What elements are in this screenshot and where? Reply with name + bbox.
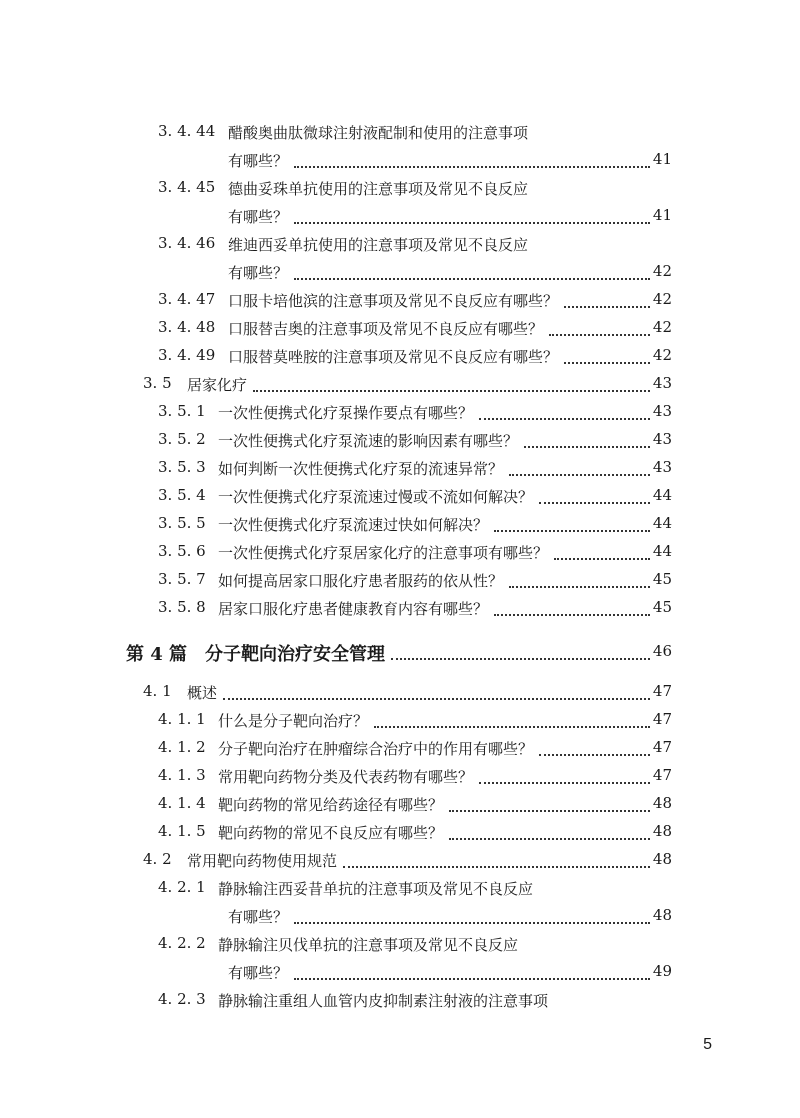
toc-entry-title: 有哪些？	[228, 152, 289, 170]
toc-entry	[0, 482, 800, 510]
dot-leader	[524, 432, 650, 448]
dot-leader	[494, 600, 650, 616]
toc-entry	[0, 874, 800, 902]
toc-page-number: 49	[652, 962, 672, 980]
toc-entry-number: 3. 5. 6	[158, 542, 206, 560]
toc-entry-number: 4. 1. 3	[158, 766, 206, 784]
toc-entry	[0, 258, 800, 286]
dot-leader	[294, 264, 650, 280]
toc-entry-number: 4. 2. 2	[158, 934, 206, 952]
toc-page-number: 42	[652, 346, 672, 364]
toc-entry	[0, 538, 800, 566]
toc-entry-title: 醋酸奥曲肽微球注射液配制和使用的注意事项	[228, 124, 529, 142]
toc-entry	[0, 146, 800, 174]
toc-entry	[0, 426, 800, 454]
dot-leader	[494, 516, 650, 532]
toc-entry-number: 4. 2. 3	[158, 990, 206, 1008]
toc-entry-number: 3. 5. 5	[158, 514, 206, 532]
toc-entry-title: 分子靶向治疗安全管理	[205, 644, 385, 665]
toc-entry-number: 4. 2	[143, 850, 172, 868]
toc-entry-title: 一次性便携式化疗泵流速过慢或不流如何解决？	[218, 488, 534, 506]
toc-page-number: 47	[652, 766, 672, 784]
toc-entry-number: 4. 2. 1	[158, 878, 206, 896]
toc-entry-title: 静脉输注西妥昔单抗的注意事项及常见不良反应	[218, 880, 534, 898]
dot-leader	[343, 852, 650, 868]
toc-entry-number: 3. 5. 1	[158, 402, 206, 420]
dot-leader	[509, 572, 650, 588]
toc-page-number: 41	[652, 150, 672, 168]
toc-page-number: 45	[652, 570, 672, 588]
toc-entry-title: 常用靶向药物分类及代表药物有哪些？	[218, 768, 474, 786]
toc-entry-number: 4. 1. 5	[158, 822, 206, 840]
toc-entry	[0, 762, 800, 790]
toc-entry-title: 口服卡培他滨的注意事项及常见不良反应有哪些？	[228, 292, 559, 310]
toc-entry	[0, 454, 800, 482]
toc-entry-title: 居家口服化疗患者健康教育内容有哪些？	[218, 600, 489, 618]
toc-entry-title: 靶向药物的常见给药途径有哪些？	[218, 796, 444, 814]
toc-page-number: 44	[652, 542, 672, 560]
toc-page-number: 45	[652, 598, 672, 616]
toc-part-heading	[0, 622, 800, 678]
dot-leader	[253, 376, 650, 392]
dot-leader	[374, 712, 650, 728]
toc-page-number: 41	[652, 206, 672, 224]
toc-entry-title: 有哪些？	[228, 208, 289, 226]
toc-entry-title: 德曲妥珠单抗使用的注意事项及常见不良反应	[228, 180, 529, 198]
toc-entry	[0, 566, 800, 594]
toc-entry-number: 3. 5. 4	[158, 486, 206, 504]
dot-leader	[449, 824, 650, 840]
toc-entry-title: 有哪些？	[228, 964, 289, 982]
toc-entry	[0, 594, 800, 622]
toc-entry	[0, 286, 800, 314]
dot-leader	[294, 152, 650, 168]
toc-entry-title: 有哪些？	[228, 264, 289, 282]
toc-entry-number: 3. 5. 2	[158, 430, 206, 448]
toc-entry-number: 3. 4. 49	[158, 346, 216, 364]
dot-leader	[539, 740, 650, 756]
toc-entry	[0, 678, 800, 706]
toc-entry-number: 3. 5	[143, 374, 172, 392]
page-number: 5	[703, 1036, 712, 1053]
toc-entry-title: 一次性便携式化疗泵居家化疗的注意事项有哪些？	[218, 544, 549, 562]
toc-page-number: 42	[652, 290, 672, 308]
dot-leader	[479, 404, 650, 420]
toc-page-number: 43	[652, 374, 672, 392]
dot-leader	[391, 644, 650, 660]
toc-entry-title: 如何判断一次性便携式化疗泵的流速异常？	[218, 460, 504, 478]
toc-entry-number: 3. 4. 48	[158, 318, 216, 336]
toc-page-number: 47	[652, 682, 672, 700]
toc-entry-number: 3. 5. 7	[158, 570, 206, 588]
toc-page-number: 46	[652, 642, 672, 660]
toc-entry	[0, 510, 800, 538]
toc-page-number: 48	[652, 906, 672, 924]
toc-entry	[0, 314, 800, 342]
toc-entry-title: 一次性便携式化疗泵流速的影响因素有哪些？	[218, 432, 519, 450]
toc-entry	[0, 930, 800, 958]
dot-leader	[509, 460, 650, 476]
toc-page-number: 47	[652, 710, 672, 728]
toc-page-number: 43	[652, 402, 672, 420]
toc-entry-title: 静脉输注重组人血管内皮抑制素注射液的注意事项	[218, 992, 549, 1010]
toc-entry-number: 3. 5. 3	[158, 458, 206, 476]
toc-entry	[0, 202, 800, 230]
dot-leader	[294, 908, 650, 924]
toc-page-number: 48	[652, 850, 672, 868]
toc-entry	[0, 174, 800, 202]
toc-entry-title: 常用靶向药物使用规范	[187, 852, 338, 870]
toc-entry	[0, 230, 800, 258]
dot-leader	[223, 684, 650, 700]
toc-entry	[0, 790, 800, 818]
dot-leader	[479, 768, 650, 784]
toc-entry	[0, 706, 800, 734]
toc-entry	[0, 118, 800, 146]
toc-entry-number: 3. 4. 45	[158, 178, 216, 196]
toc-entry-number: 第 4 篇	[126, 644, 188, 665]
toc-entry	[0, 370, 800, 398]
toc-entry-number: 4. 1	[143, 682, 172, 700]
toc-entry-title: 维迪西妥单抗使用的注意事项及常见不良反应	[228, 236, 529, 254]
toc-entry	[0, 846, 800, 874]
toc-entry-title: 有哪些？	[228, 908, 289, 926]
dot-leader	[294, 208, 650, 224]
dot-leader	[554, 544, 650, 560]
toc-entry	[0, 902, 800, 930]
toc-entry-title: 口服替莫唑胺的注意事项及常见不良反应有哪些？	[228, 348, 559, 366]
dot-leader	[564, 348, 650, 364]
toc-entry-title: 一次性便携式化疗泵操作要点有哪些？	[218, 404, 474, 422]
toc-page-number: 42	[652, 318, 672, 336]
toc-entry-title: 靶向药物的常见不良反应有哪些？	[218, 824, 444, 842]
toc-page-number: 43	[652, 430, 672, 448]
toc-entry-title: 口服替吉奥的注意事项及常见不良反应有哪些？	[228, 320, 544, 338]
toc-entry-title: 静脉输注贝伐单抗的注意事项及常见不良反应	[218, 936, 519, 954]
toc-entry-number: 3. 4. 46	[158, 234, 216, 252]
table-of-contents	[0, 118, 800, 1014]
toc-entry-number: 3. 5. 8	[158, 598, 206, 616]
toc-entry-number: 4. 1. 2	[158, 738, 206, 756]
toc-entry-title: 什么是分子靶向治疗？	[218, 712, 369, 730]
toc-entry	[0, 818, 800, 846]
toc-entry	[0, 958, 800, 986]
toc-entry-title: 居家化疗	[187, 376, 248, 394]
toc-entry	[0, 342, 800, 370]
toc-entry-number: 4. 1. 1	[158, 710, 206, 728]
toc-page-number: 44	[652, 486, 672, 504]
dot-leader	[449, 796, 650, 812]
toc-page-number: 48	[652, 794, 672, 812]
toc-page-number: 48	[652, 822, 672, 840]
toc-page-number: 43	[652, 458, 672, 476]
dot-leader	[564, 292, 650, 308]
toc-page-number: 44	[652, 514, 672, 532]
toc-entry	[0, 398, 800, 426]
toc-entry	[0, 986, 800, 1014]
toc-entry-title: 概述	[187, 684, 218, 702]
toc-entry-title: 分子靶向治疗在肿瘤综合治疗中的作用有哪些？	[218, 740, 534, 758]
toc-entry-number: 3. 4. 44	[158, 122, 216, 140]
dot-leader	[539, 488, 650, 504]
dot-leader	[549, 320, 650, 336]
dot-leader	[294, 964, 650, 980]
toc-entry-title: 一次性便携式化疗泵流速过快如何解决？	[218, 516, 489, 534]
toc-entry	[0, 734, 800, 762]
toc-entry-number: 3. 4. 47	[158, 290, 216, 308]
toc-entry-number: 4. 1. 4	[158, 794, 206, 812]
toc-page-number: 42	[652, 262, 672, 280]
toc-entry-title: 如何提高居家口服化疗患者服药的依从性？	[218, 572, 504, 590]
toc-page-number: 47	[652, 738, 672, 756]
